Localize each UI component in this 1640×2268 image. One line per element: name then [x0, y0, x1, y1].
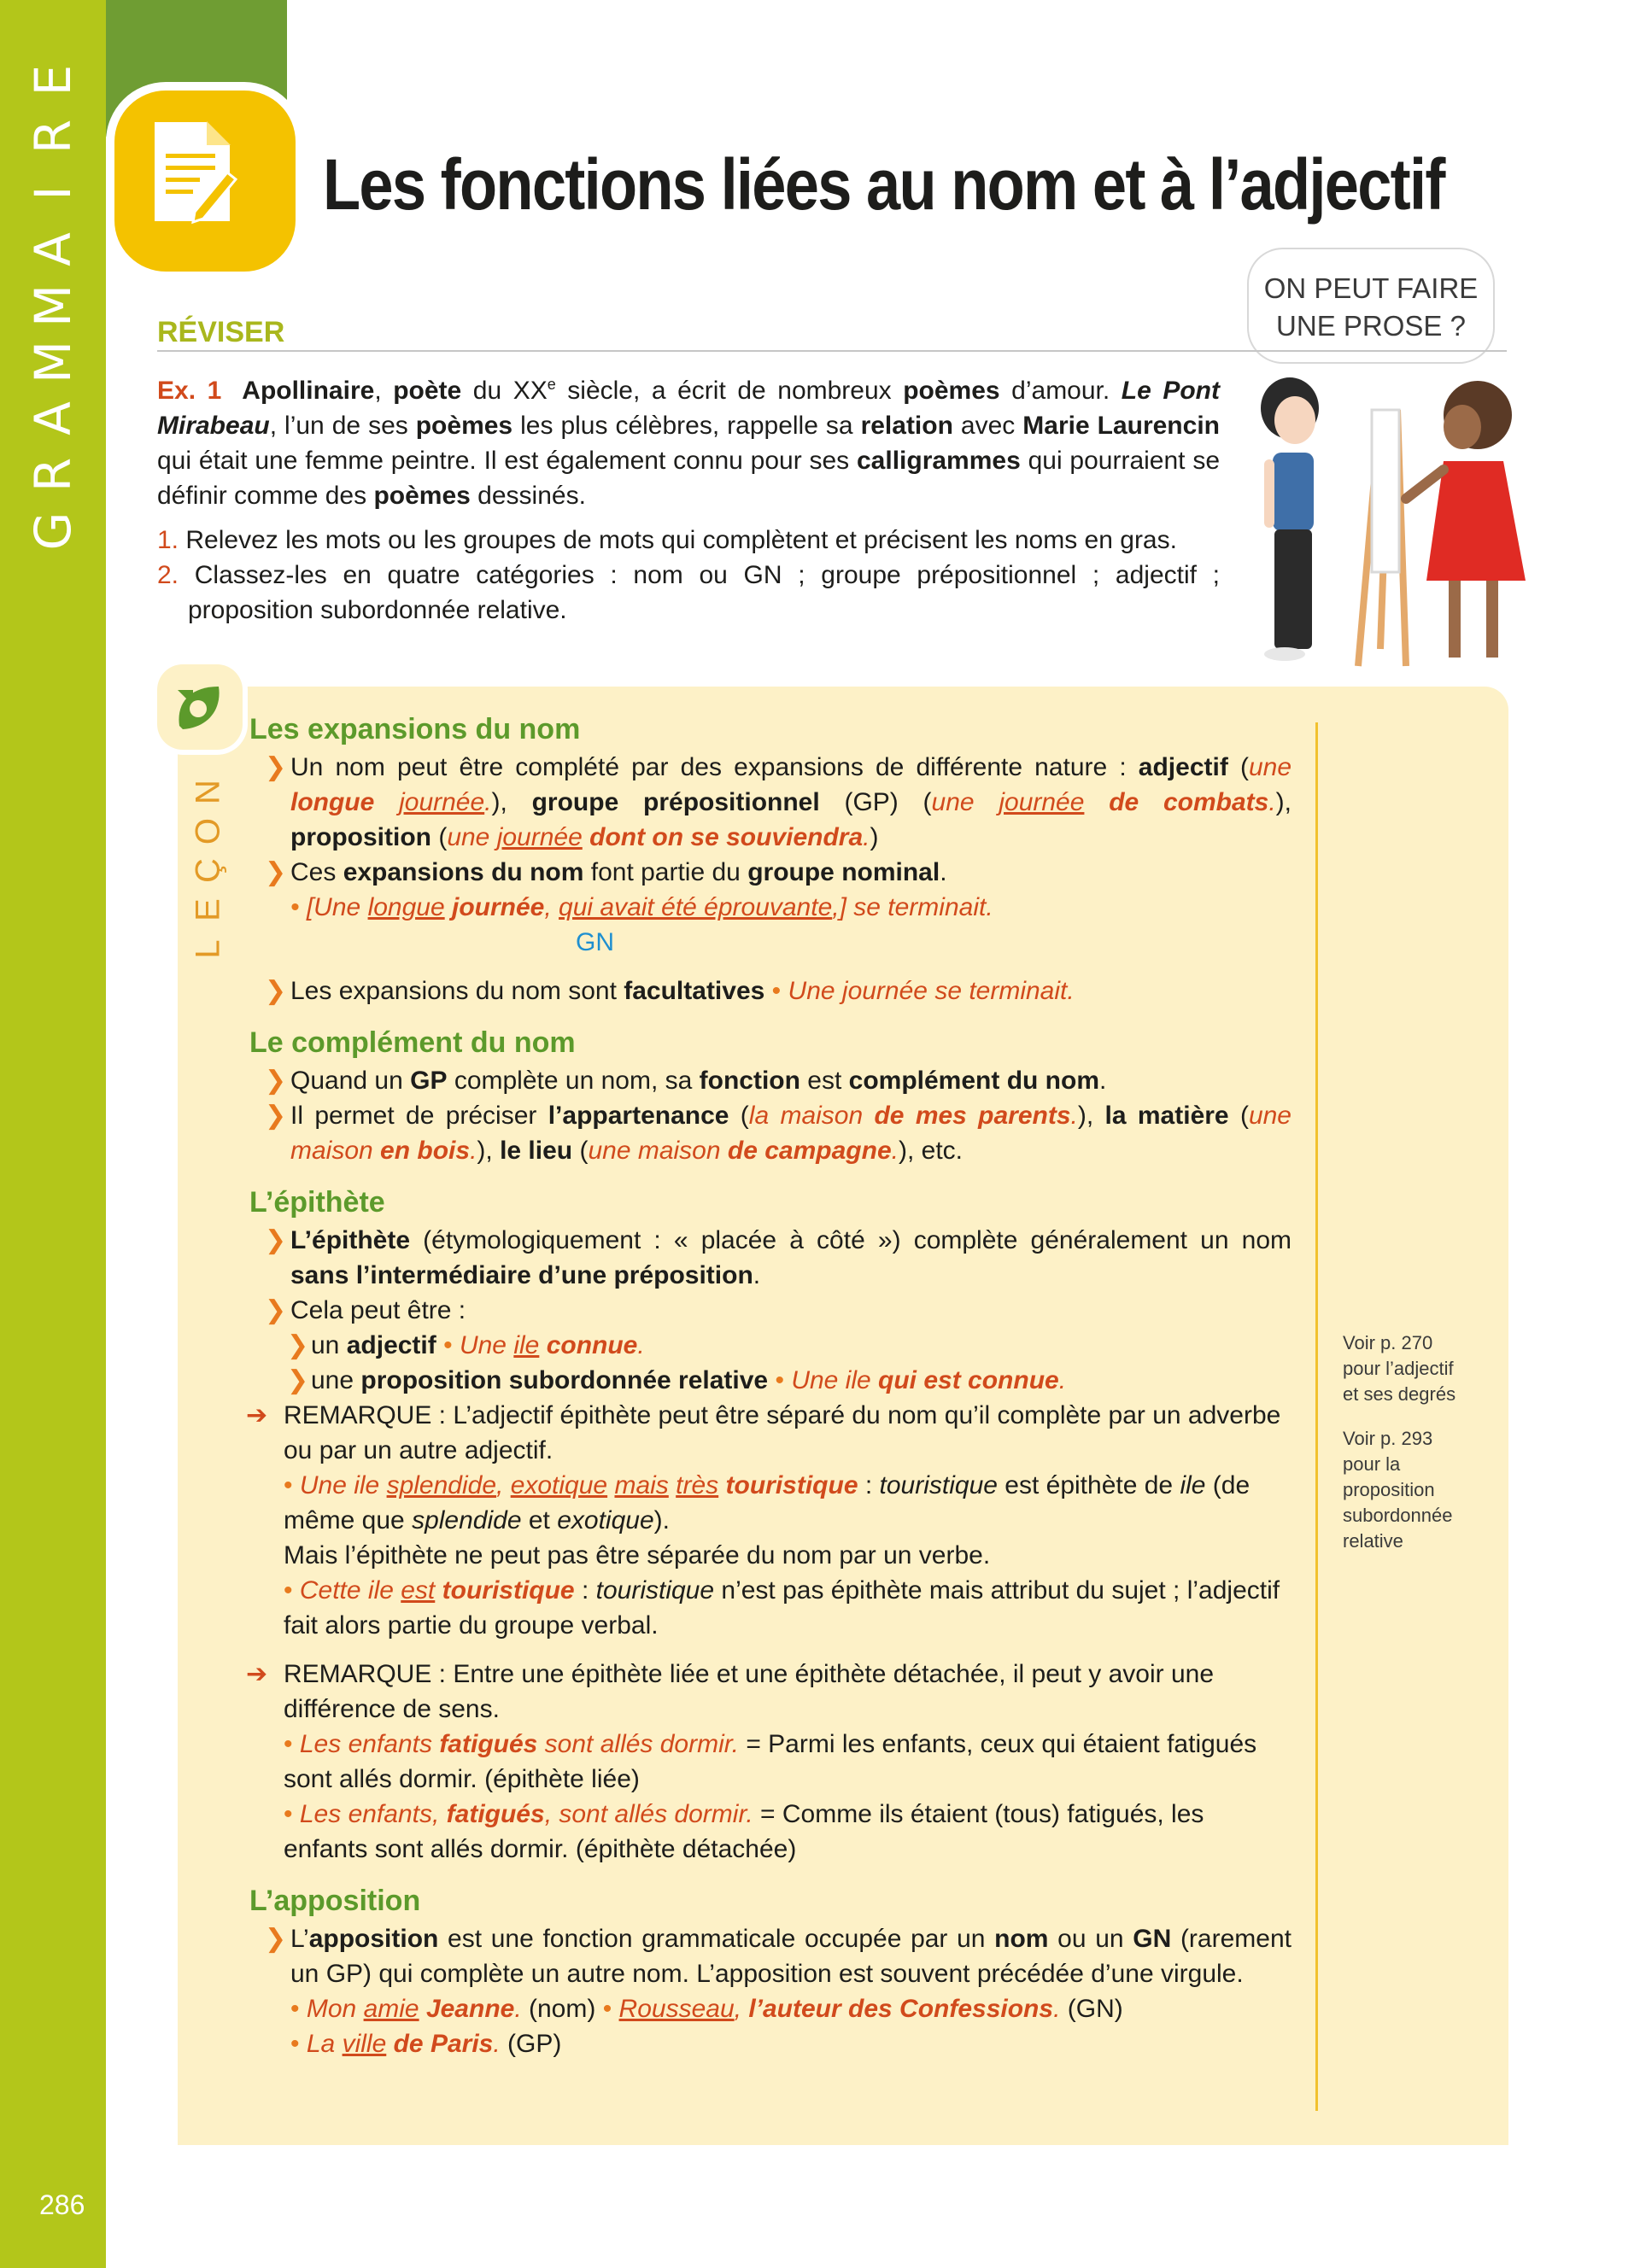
remark-label: REMARQUE : — [284, 1660, 447, 1688]
sidebar-letter: A — [24, 401, 82, 435]
page-title: Les fonctions liées au nom et à l’adjectif — [323, 144, 1444, 225]
section-heading: L’épithète — [249, 1186, 385, 1219]
lecon-letter: Ç — [189, 858, 227, 883]
speech-line: ON PEUT FAIRE — [1263, 272, 1479, 304]
lecon-content — [246, 709, 1292, 2061]
exercise-label: Ex. 1 — [157, 377, 222, 405]
leaf-icon — [157, 664, 243, 750]
lecon-letter: O — [189, 817, 227, 845]
side-note-line: Voir p. 270 — [1343, 1332, 1433, 1353]
question-list — [157, 523, 1220, 628]
side-note-line: Voir p. 293 — [1343, 1428, 1433, 1449]
children-illustration — [1230, 359, 1555, 683]
side-note — [1343, 1426, 1488, 1554]
side-note-line: pour la — [1343, 1453, 1401, 1475]
question-number: 2. — [157, 561, 179, 589]
sidebar-letter: I — [24, 185, 82, 201]
lecon-line: ❯ Un nom peut être complété par des expansions de différente nature : adjectif (une longue journée.), groupe prépositionnel (GP) (une journée de combats.), proposition (une journée dont on se souviendra.) — [265, 753, 1292, 851]
lecon-line: ❯ Cela peut être : — [265, 1296, 466, 1324]
gn-label: GN — [576, 928, 614, 956]
sidebar-letter: R — [24, 119, 82, 155]
side-note-line: subordonnée — [1343, 1505, 1453, 1526]
lecon-line: ❯ un adjectif • Une ile connue. — [287, 1331, 645, 1359]
lecon-badge — [157, 664, 243, 750]
speech-line: UNE PROSE ? — [1276, 310, 1466, 342]
sidebar-letter: R — [24, 457, 82, 493]
section-heading: Les expansions du nom — [249, 713, 581, 745]
side-note-line: et ses degrés — [1343, 1383, 1456, 1405]
sidebar — [0, 0, 106, 2268]
side-notes — [1343, 1330, 1488, 1573]
page-number: 286 — [39, 2189, 85, 2220]
lecon-line: ❯ Quand un GP complète un nom, sa fonction est complément du nom. — [265, 1067, 1107, 1095]
question-item — [157, 523, 1220, 558]
lecon-line: ❯ une proposition subordonnée relative • Une ile qui est connue. — [287, 1366, 1067, 1394]
speech-bubble — [1249, 249, 1493, 362]
lecon-line: ❯ L’apposition est une fonction grammaticale occupée par un nom ou un GN (rarement un GP) qui complète un autre nom. L’apposition est souvent précédée d’une virgule. — [265, 1925, 1292, 1988]
side-note — [1343, 1330, 1488, 1407]
lecon-letter: E — [189, 898, 227, 921]
question-text: Relevez les mots ou les groupes de mots qui complètent et précisent les noms en gras. — [185, 526, 1177, 554]
lecon-line: • Mon amie Jeanne. (nom) • Rousseau, l’auteur des Confessions. (GN) — [290, 1995, 1123, 2023]
remark: ➔ REMARQUE : L’adjectif épithète peut être séparé du nom qu’il complète par un adverbe ou par un autre adjectif. • Une ile splendide, exotique mais très touristique : touristique est épithète de ile (de même que splendide et exotique). Mais l’épithète ne peut pas être séparée du nom par un verbe. • Cette ile est touristique : touristique n’est pas épithète mais attribut du sujet ; l’adjectif fait alors partie du groupe verbal. — [246, 1401, 1281, 1640]
document-pencil-icon — [147, 116, 241, 227]
remark: ➔ REMARQUE : Entre une épithète liée et une épithète détachée, il peut y avoir une différence de sens. • Les enfants fatigués sont allés dormir. = Parmi les enfants, ceux qui étaient fatigués sont allés dormir. (épithète liée) • Les enfants, fatigués, sont allés dormir. = Comme ils étaient (tous) fatigués, les enfants sont allés dormir. (épithète détachée) — [246, 1660, 1257, 1863]
lecon-line: ❯ Il permet de préciser l’appartenance (la maison de mes parents.), la matière (une maison en bois.), le lieu (une maison de campagne.), etc. — [265, 1102, 1292, 1165]
exercise-text: Ex. 1 Apollinaire, poète du XXe siècle, a écrit de nombreux poèmes d’amour. Le Pont Mirabeau, l’un de ses poèmes les plus célèbres, rappelle sa relation avec Marie Laurencin qui était une femme peintre. Il est également connu pour ses calligrammes qui pourraient se définir comme des poèmes dessinés. — [157, 376, 1221, 510]
lecon-line: ❯ Ces expansions du nom font partie du groupe nominal. — [265, 858, 947, 886]
remark-label: REMARQUE : — [284, 1401, 447, 1429]
side-note-line: relative — [1343, 1530, 1403, 1552]
side-note-line: pour l’adjectif — [1343, 1358, 1454, 1379]
sidebar-letter: M — [24, 340, 82, 384]
sidebar-letter: M — [24, 284, 82, 328]
section-heading: Le complément du nom — [249, 1026, 576, 1059]
sidebar-letter: E — [24, 64, 82, 96]
lecon-line: ❯ Les expansions du nom sont facultatives • Une journée se terminait. — [265, 977, 1075, 1005]
lecon-letter: L — [189, 939, 227, 959]
reviser-heading: RÉVISER — [157, 316, 285, 348]
lecon-line: • [Une longue journée, qui avait été éprouvante,] se terminait. — [290, 893, 993, 921]
sidebar-letter: A — [24, 232, 82, 266]
side-note-line: proposition — [1343, 1479, 1435, 1500]
lecon-line: • La ville de Paris. (GP) — [290, 2030, 562, 2058]
margin-line — [1315, 722, 1318, 2111]
document-badge — [114, 91, 296, 272]
question-text: Classez-les en quatre catégories : nom ou GN ; groupe prépositionnel ; adjectif ; proposition subordonnée relative. — [188, 561, 1220, 624]
question-number: 1. — [157, 526, 179, 554]
divider — [157, 350, 1507, 352]
sidebar-letter: G — [24, 511, 82, 551]
lecon-letter: N — [189, 780, 227, 804]
lecon-line: ❯ L’épithète (étymologiquement : « placée à côté ») complète généralement un nom sans l’intermédiaire d’une préposition. — [265, 1226, 1292, 1289]
section-heading: L’apposition — [249, 1885, 421, 1917]
question-item — [157, 558, 1220, 628]
